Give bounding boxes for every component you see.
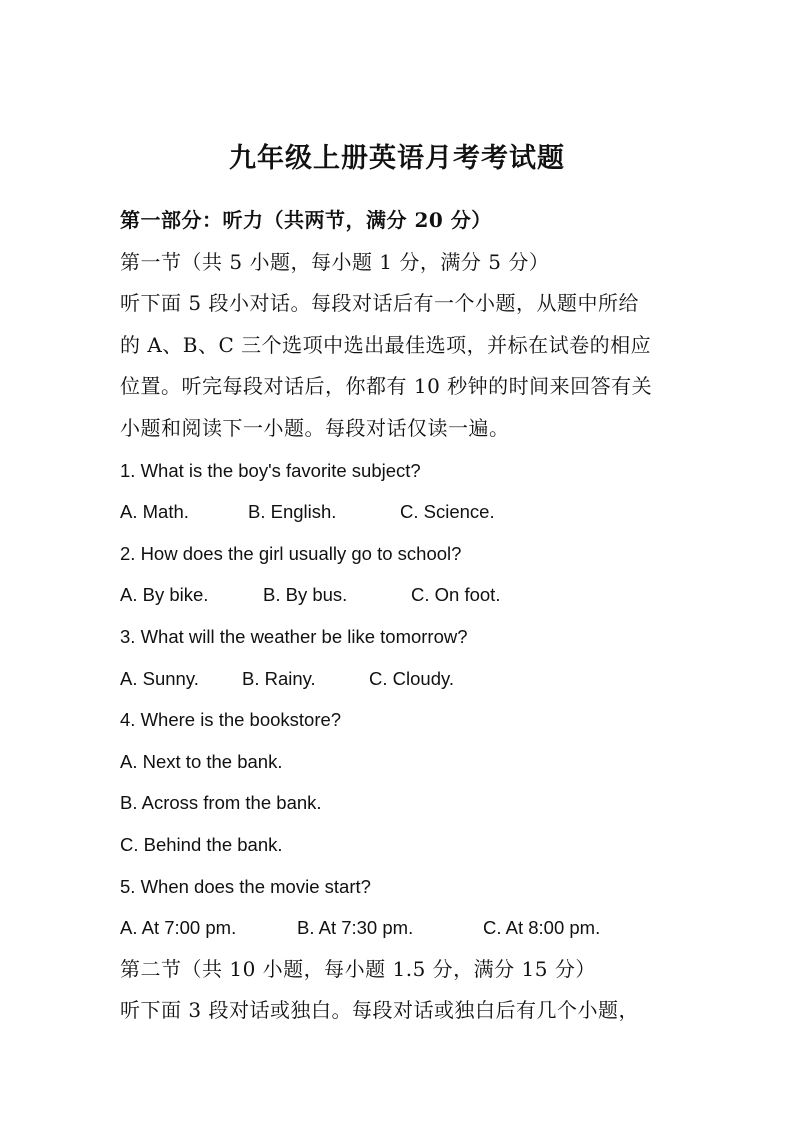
part1-heading: 第一部分：听力（共两节，满分 20 分） bbox=[120, 208, 492, 232]
question-5-options bbox=[120, 907, 680, 949]
question-1: 1. What is the boy's favorite subject? bbox=[120, 459, 421, 481]
question-4-option-c: C. Behind the bank. bbox=[120, 833, 283, 855]
option-c: C. On foot. bbox=[411, 584, 501, 606]
option-a: A. At 7:00 pm. bbox=[120, 917, 237, 939]
page-title: 九年级上册英语月考考试题 bbox=[229, 143, 565, 174]
instruction-line: 小题和阅读下一小题。每段对话仅读一遍。 bbox=[120, 415, 510, 440]
question-4-option-a: A. Next to the bank. bbox=[120, 750, 283, 772]
instruction-line: 的 A、B、C 三个选项中选出最佳选项，并标在试卷的相应 bbox=[120, 332, 652, 357]
option-b: B. At 7:30 pm. bbox=[297, 917, 414, 939]
question-2: 2. How does the girl usually go to school? bbox=[120, 542, 462, 564]
question-2-options bbox=[120, 574, 680, 616]
question-1-options bbox=[120, 491, 680, 533]
question-5: 5. When does the movie start? bbox=[120, 875, 371, 897]
exam-content bbox=[120, 200, 680, 1032]
option-b: B. English. bbox=[248, 501, 337, 523]
instruction-line: 听下面 3 段对话或独白。每段对话或独白后有几个小题， bbox=[120, 998, 639, 1023]
section2-heading: 第二节（共 10 小题，每小题 1.5 分，满分 15 分） bbox=[120, 956, 596, 981]
option-a: A. By bike. bbox=[120, 584, 209, 606]
option-b: B. By bus. bbox=[263, 584, 348, 606]
option-b: B. Rainy. bbox=[242, 667, 316, 689]
instruction-line: 听下面 5 段小对话。每段对话后有一个小题，从题中所给 bbox=[120, 291, 639, 316]
instruction-line: 位置。听完每段对话后，你都有 10 秒钟的时间来回答有关 bbox=[120, 374, 653, 399]
question-3-options bbox=[120, 658, 680, 700]
question-3: 3. What will the weather be like tomorrow? bbox=[120, 625, 468, 647]
option-c: C. At 8:00 pm. bbox=[483, 917, 601, 939]
option-a: A. Sunny. bbox=[120, 667, 199, 689]
option-a: A. Math. bbox=[120, 501, 189, 523]
question-4-option-b: B. Across from the bank. bbox=[120, 792, 322, 814]
question-4: 4. Where is the bookstore? bbox=[120, 709, 342, 731]
option-c: C. Cloudy. bbox=[369, 667, 454, 689]
section1-heading: 第一节（共 5 小题，每小题 1 分，满分 5 分） bbox=[120, 249, 550, 274]
option-c: C. Science. bbox=[400, 501, 495, 523]
